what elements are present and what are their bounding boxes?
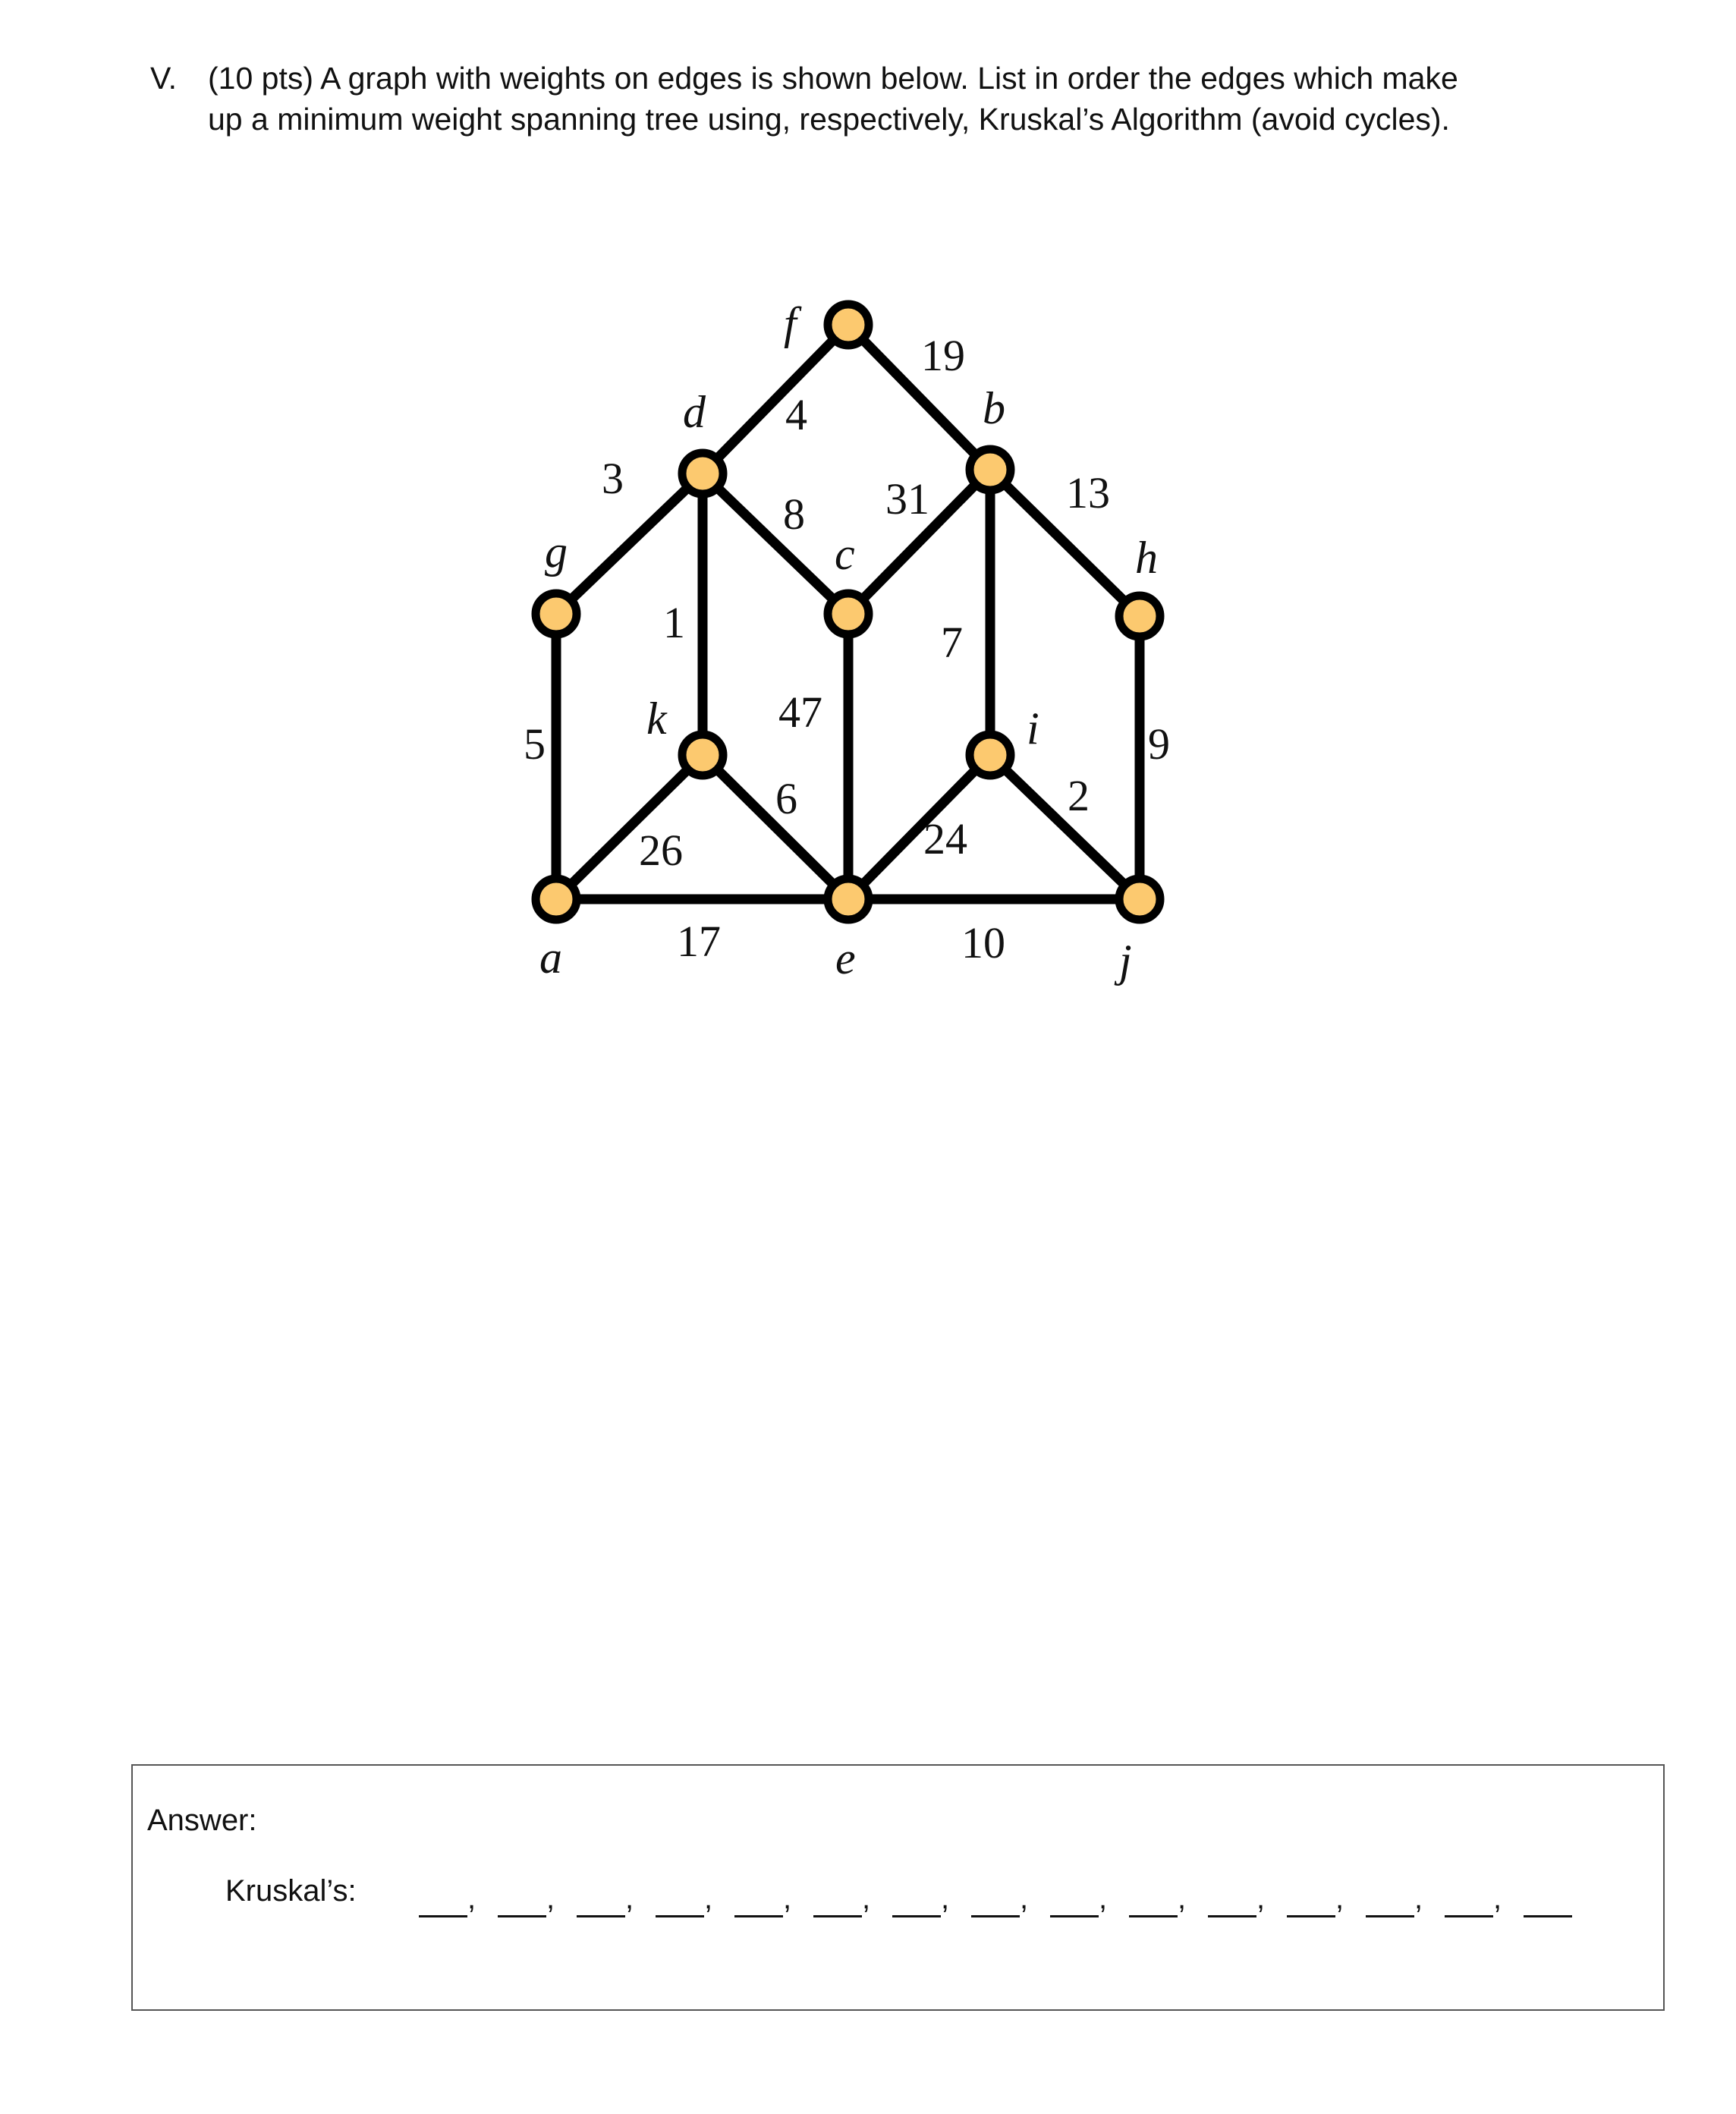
blank-separator: , <box>862 1882 871 1915</box>
node-k <box>682 735 723 775</box>
vertex-label-e: e <box>835 933 856 983</box>
answer-blank-line[interactable] <box>1445 1880 1493 1917</box>
weight-label-i-j: 2 <box>1068 771 1090 820</box>
node-f <box>828 304 869 345</box>
weight-label-d-c: 8 <box>783 489 805 539</box>
answer-blank[interactable] <box>577 1880 656 1917</box>
weight-label-h-j: 9 <box>1148 719 1170 769</box>
weight-label-g-a: 5 <box>524 719 546 769</box>
node-b <box>970 449 1011 490</box>
vertex-label-c: c <box>835 529 855 579</box>
weight-label-e-j: 10 <box>961 918 1005 967</box>
answer-blank[interactable] <box>892 1880 971 1917</box>
blank-separator: , <box>1099 1882 1108 1915</box>
edge-d-c <box>703 473 848 614</box>
answer-blank-line[interactable] <box>498 1880 546 1917</box>
answer-blank-line[interactable] <box>813 1880 862 1917</box>
answer-blank-line[interactable] <box>1129 1880 1178 1917</box>
node-j <box>1119 879 1160 920</box>
answer-blank[interactable] <box>971 1880 1050 1917</box>
weight-label-k-a: 26 <box>639 826 683 875</box>
edge-f-b <box>848 325 990 470</box>
answer-blank-line[interactable] <box>892 1880 941 1917</box>
edge-i-e <box>848 755 990 899</box>
answer-blank[interactable] <box>813 1880 892 1917</box>
edge-i-j <box>990 755 1140 899</box>
answer-blank[interactable] <box>1524 1880 1572 1917</box>
vertex-label-i: i <box>1027 703 1039 753</box>
answer-title: Answer: <box>147 1804 257 1837</box>
answer-blank[interactable] <box>734 1880 813 1917</box>
node-c <box>828 593 869 634</box>
edge-g-d <box>556 473 703 614</box>
node-g <box>536 593 577 634</box>
answer-blank[interactable] <box>1129 1880 1208 1917</box>
answer-blank-line[interactable] <box>1366 1880 1414 1917</box>
kruskal-answer-blanks <box>419 1880 1572 1917</box>
answer-blank-line[interactable] <box>577 1880 625 1917</box>
blank-separator: , <box>1493 1882 1502 1915</box>
node-d <box>682 453 723 494</box>
answer-blank-line[interactable] <box>971 1880 1020 1917</box>
blank-separator: , <box>1256 1882 1266 1915</box>
answer-blank-line[interactable] <box>1050 1880 1099 1917</box>
kruskal-label: Kruskal’s: <box>225 1874 357 1908</box>
blank-separator: , <box>704 1882 713 1915</box>
answer-blank-line[interactable] <box>656 1880 704 1917</box>
vertex-label-j: j <box>1119 936 1132 986</box>
weight-label-f-b: 19 <box>921 331 965 380</box>
blank-separator: , <box>783 1882 792 1915</box>
vertex-label-k: k <box>646 694 667 744</box>
answer-blank[interactable] <box>1445 1880 1524 1917</box>
vertex-label-d: d <box>683 387 706 437</box>
weight-label-c-b: 31 <box>885 474 929 524</box>
weight-label-d-f: 4 <box>785 390 807 439</box>
question-number: V. <box>150 61 177 96</box>
edge-b-h <box>990 470 1140 616</box>
vertex-label-g: g <box>545 527 568 577</box>
blank-separator: , <box>941 1882 950 1915</box>
weight-label-b-i: 7 <box>941 618 963 667</box>
weight-label-d-k: 1 <box>663 598 685 647</box>
edge-d-f <box>703 325 848 473</box>
blank-separator: , <box>467 1882 476 1915</box>
answer-blank-line[interactable] <box>1524 1880 1572 1917</box>
answer-blank[interactable] <box>656 1880 734 1917</box>
weight-label-a-e: 17 <box>677 917 721 966</box>
answer-blank-line[interactable] <box>734 1880 783 1917</box>
weight-label-c-e: 47 <box>778 687 822 737</box>
node-a <box>536 879 577 920</box>
answer-box <box>131 1764 1665 2011</box>
answer-blank[interactable] <box>498 1880 577 1917</box>
vertex-label-f: f <box>784 298 797 348</box>
answer-blank[interactable] <box>1208 1880 1287 1917</box>
answer-blank[interactable] <box>1366 1880 1445 1917</box>
blank-separator: , <box>625 1882 634 1915</box>
answer-blank[interactable] <box>1050 1880 1129 1917</box>
weight-label-g-d: 3 <box>602 454 624 503</box>
node-h <box>1119 596 1160 637</box>
weight-label-i-e: 24 <box>923 814 967 864</box>
blank-separator: , <box>1335 1882 1344 1915</box>
blank-separator: , <box>1414 1882 1423 1915</box>
answer-blank-line[interactable] <box>1287 1880 1335 1917</box>
answer-blank[interactable] <box>419 1880 498 1917</box>
blank-separator: , <box>546 1882 555 1915</box>
answer-blank[interactable] <box>1287 1880 1366 1917</box>
node-e <box>828 879 869 920</box>
blank-separator: , <box>1178 1882 1187 1915</box>
blank-separator: , <box>1020 1882 1029 1915</box>
node-i <box>970 735 1011 775</box>
vertex-label-a: a <box>539 933 562 983</box>
question-text-line-2: up a minimum weight spanning tree using, respectively, Kruskal’s Algorithm (avoid cycles). <box>208 102 1450 137</box>
answer-blank-line[interactable] <box>1208 1880 1256 1917</box>
weight-label-k-e: 6 <box>775 774 797 823</box>
answer-blank-line[interactable] <box>419 1880 467 1917</box>
question-text-line-1: (10 pts) A graph with weights on edges is shown below. List in order the edges which make <box>208 61 1458 96</box>
vertex-label-h: h <box>1135 533 1158 583</box>
weight-label-b-h: 13 <box>1066 468 1110 517</box>
vertex-label-b: b <box>983 383 1005 433</box>
